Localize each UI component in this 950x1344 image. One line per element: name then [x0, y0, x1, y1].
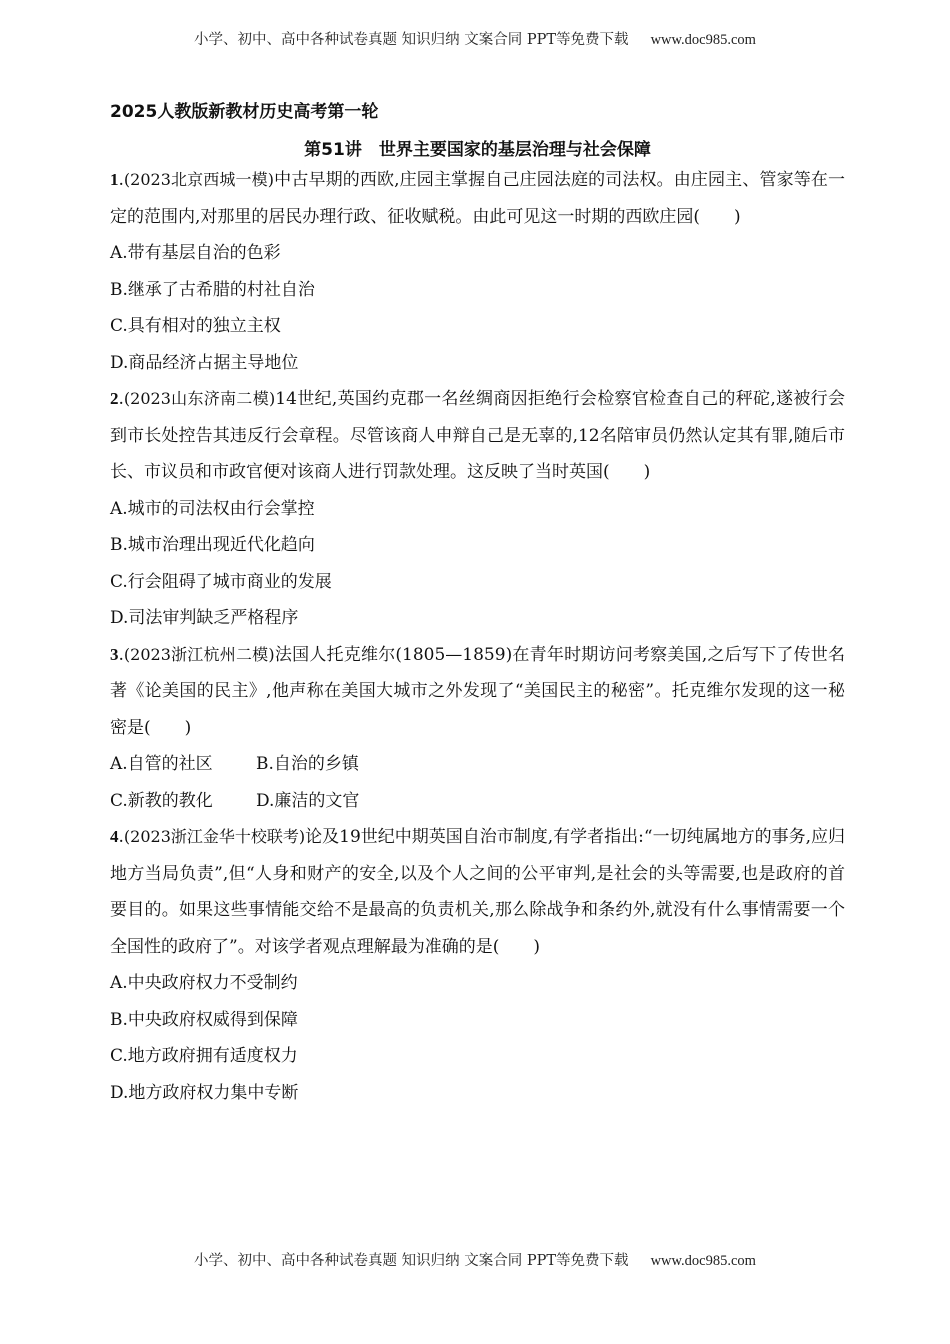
- option-a[interactable]: A.城市的司法权由行会掌控: [110, 498, 315, 519]
- option-list: [110, 746, 845, 819]
- header-text: 小学、初中、高中各种试卷真题 知识归纳 文案合同 PPT等免费下载: [194, 32, 629, 48]
- option-a[interactable]: A.中央政府权力不受制约: [110, 973, 298, 993]
- option-a[interactable]: A.带有基层自治的色彩: [110, 243, 281, 263]
- option-d[interactable]: D.廉洁的文官: [256, 790, 360, 811]
- question-text: 法国人托克维尔(1805—1859)在青年时期访问考察美国,之后写下了传世名著《论美国的民主》,他声称在美国大城市之外发现了“美国民主的秘密”。托克维尔发现的这一秘密是( ): [110, 644, 845, 738]
- question-number: 3: [110, 644, 119, 664]
- option-b[interactable]: B.城市治理出现近代化趋向: [110, 535, 315, 555]
- question-stem: 3.(2023浙江杭州二模)法国人托克维尔(1805—1859)在青年时期访问考察美国,之后写下了传世名著《论美国的民主》,他声称在美国大城市之外发现了“美国民主的秘密”。托克维尔发现的这一秘密是( ): [110, 644, 845, 738]
- question-source: (2023浙江金华十校联考): [123, 827, 306, 846]
- document-title: 2025人教版新教材历史高考第一轮: [110, 102, 379, 122]
- page-header: [0, 28, 950, 49]
- option-c[interactable]: C.新教的教化: [110, 790, 213, 811]
- option-a[interactable]: A.自管的社区: [110, 754, 213, 774]
- lecture-title: 第51讲 世界主要国家的基层治理与社会保障: [304, 140, 651, 160]
- option-d[interactable]: D.司法审判缺乏严格程序: [110, 608, 299, 628]
- option-b[interactable]: B.中央政府权威得到保障: [110, 1009, 298, 1030]
- option-row: [110, 783, 845, 820]
- question-source: (2023北京西城一模): [123, 170, 275, 189]
- question-4: [110, 819, 845, 1111]
- question-source: (2023浙江杭州二模): [123, 644, 275, 664]
- question-stem: 4.(2023浙江金华十校联考)论及19世纪中期英国自治市制度,有学者指出:“一切纯属地方的事务,应归地方当局负责”,但“人身和财产的安全,以及个人之间的公平审判,是社会的头等需要,也是政府的首要目的。如果这些事情能交给不是最高的负责机关,那么除战争和条约外,就没有什么事情需要一个全国性的政府了”。对该学者观点理解最为准确的是( ): [110, 827, 845, 957]
- question-3: [110, 637, 845, 820]
- footer-text: 小学、初中、高中各种试卷真题 知识归纳 文案合同 PPT等免费下载: [194, 1253, 629, 1269]
- question-text: 中古早期的西欧,庄园主掌握自己庄园法庭的司法权。由庄园主、管家等在一定的范围内,对那里的居民办理行政、征收赋税。由此可见这一时期的西欧庄园( ): [110, 170, 845, 227]
- page-footer: [0, 1249, 950, 1270]
- option-c[interactable]: C.行会阻碍了城市商业的发展: [110, 571, 332, 592]
- option-row: [110, 746, 845, 783]
- question-number: 2: [110, 389, 119, 408]
- question-number: 4: [110, 827, 119, 846]
- option-b[interactable]: B.继承了古希腊的村社自治: [110, 279, 315, 300]
- option-list: [110, 491, 845, 637]
- option-list: [110, 235, 845, 381]
- question-text: 14世纪,英国约克郡一名丝绸商因拒绝行会检察官检查自己的秤砣,遂被行会到市长处控告其违反行会章程。尽管该商人申辩自己是无辜的,12名陪审员仍然认定其有罪,随后市长、市议员和市政官便对该商人进行罚款处理。这反映了当时英国( ): [110, 389, 845, 482]
- header-site-link[interactable]: www.doc985.com: [650, 32, 756, 48]
- option-c[interactable]: C.地方政府拥有适度权力: [110, 1046, 298, 1066]
- footer-site-link[interactable]: www.doc985.com: [650, 1253, 756, 1269]
- question-1: [110, 162, 845, 381]
- question-stem: 1.(2023北京西城一模)中古早期的西欧,庄园主掌握自己庄园法庭的司法权。由庄园主、管家等在一定的范围内,对那里的居民办理行政、征收赋税。由此可见这一时期的西欧庄园( ): [110, 170, 845, 227]
- option-c[interactable]: C.具有相对的独立主权: [110, 316, 281, 336]
- question-text: 论及19世纪中期英国自治市制度,有学者指出:“一切纯属地方的事务,应归地方当局负责”,但“人身和财产的安全,以及个人之间的公平审判,是社会的头等需要,也是政府的首要目的。如果这些事情能交给不是最高的负责机关,那么除战争和条约外,就没有什么事情需要一个全国性的政府了”。对该学者观点理解最为准确的是( ): [110, 827, 845, 957]
- document-body: [110, 100, 845, 1111]
- question-source: (2023山东济南二模): [123, 389, 276, 408]
- option-d[interactable]: D.地方政府权力集中专断: [110, 1082, 299, 1103]
- option-list: [110, 965, 845, 1111]
- option-d[interactable]: D.商品经济占据主导地位: [110, 352, 299, 373]
- question-number: 1: [110, 170, 119, 189]
- question-stem: 2.(2023山东济南二模)14世纪,英国约克郡一名丝绸商因拒绝行会检察官检查自己的秤砣,遂被行会到市长处控告其违反行会章程。尽管该商人申辩自己是无辜的,12名陪审员仍然认定其有罪,随后市长、市议员和市政官便对该商人进行罚款处理。这反映了当时英国( ): [110, 389, 845, 482]
- option-b[interactable]: B.自治的乡镇: [256, 754, 359, 774]
- question-2: [110, 381, 845, 637]
